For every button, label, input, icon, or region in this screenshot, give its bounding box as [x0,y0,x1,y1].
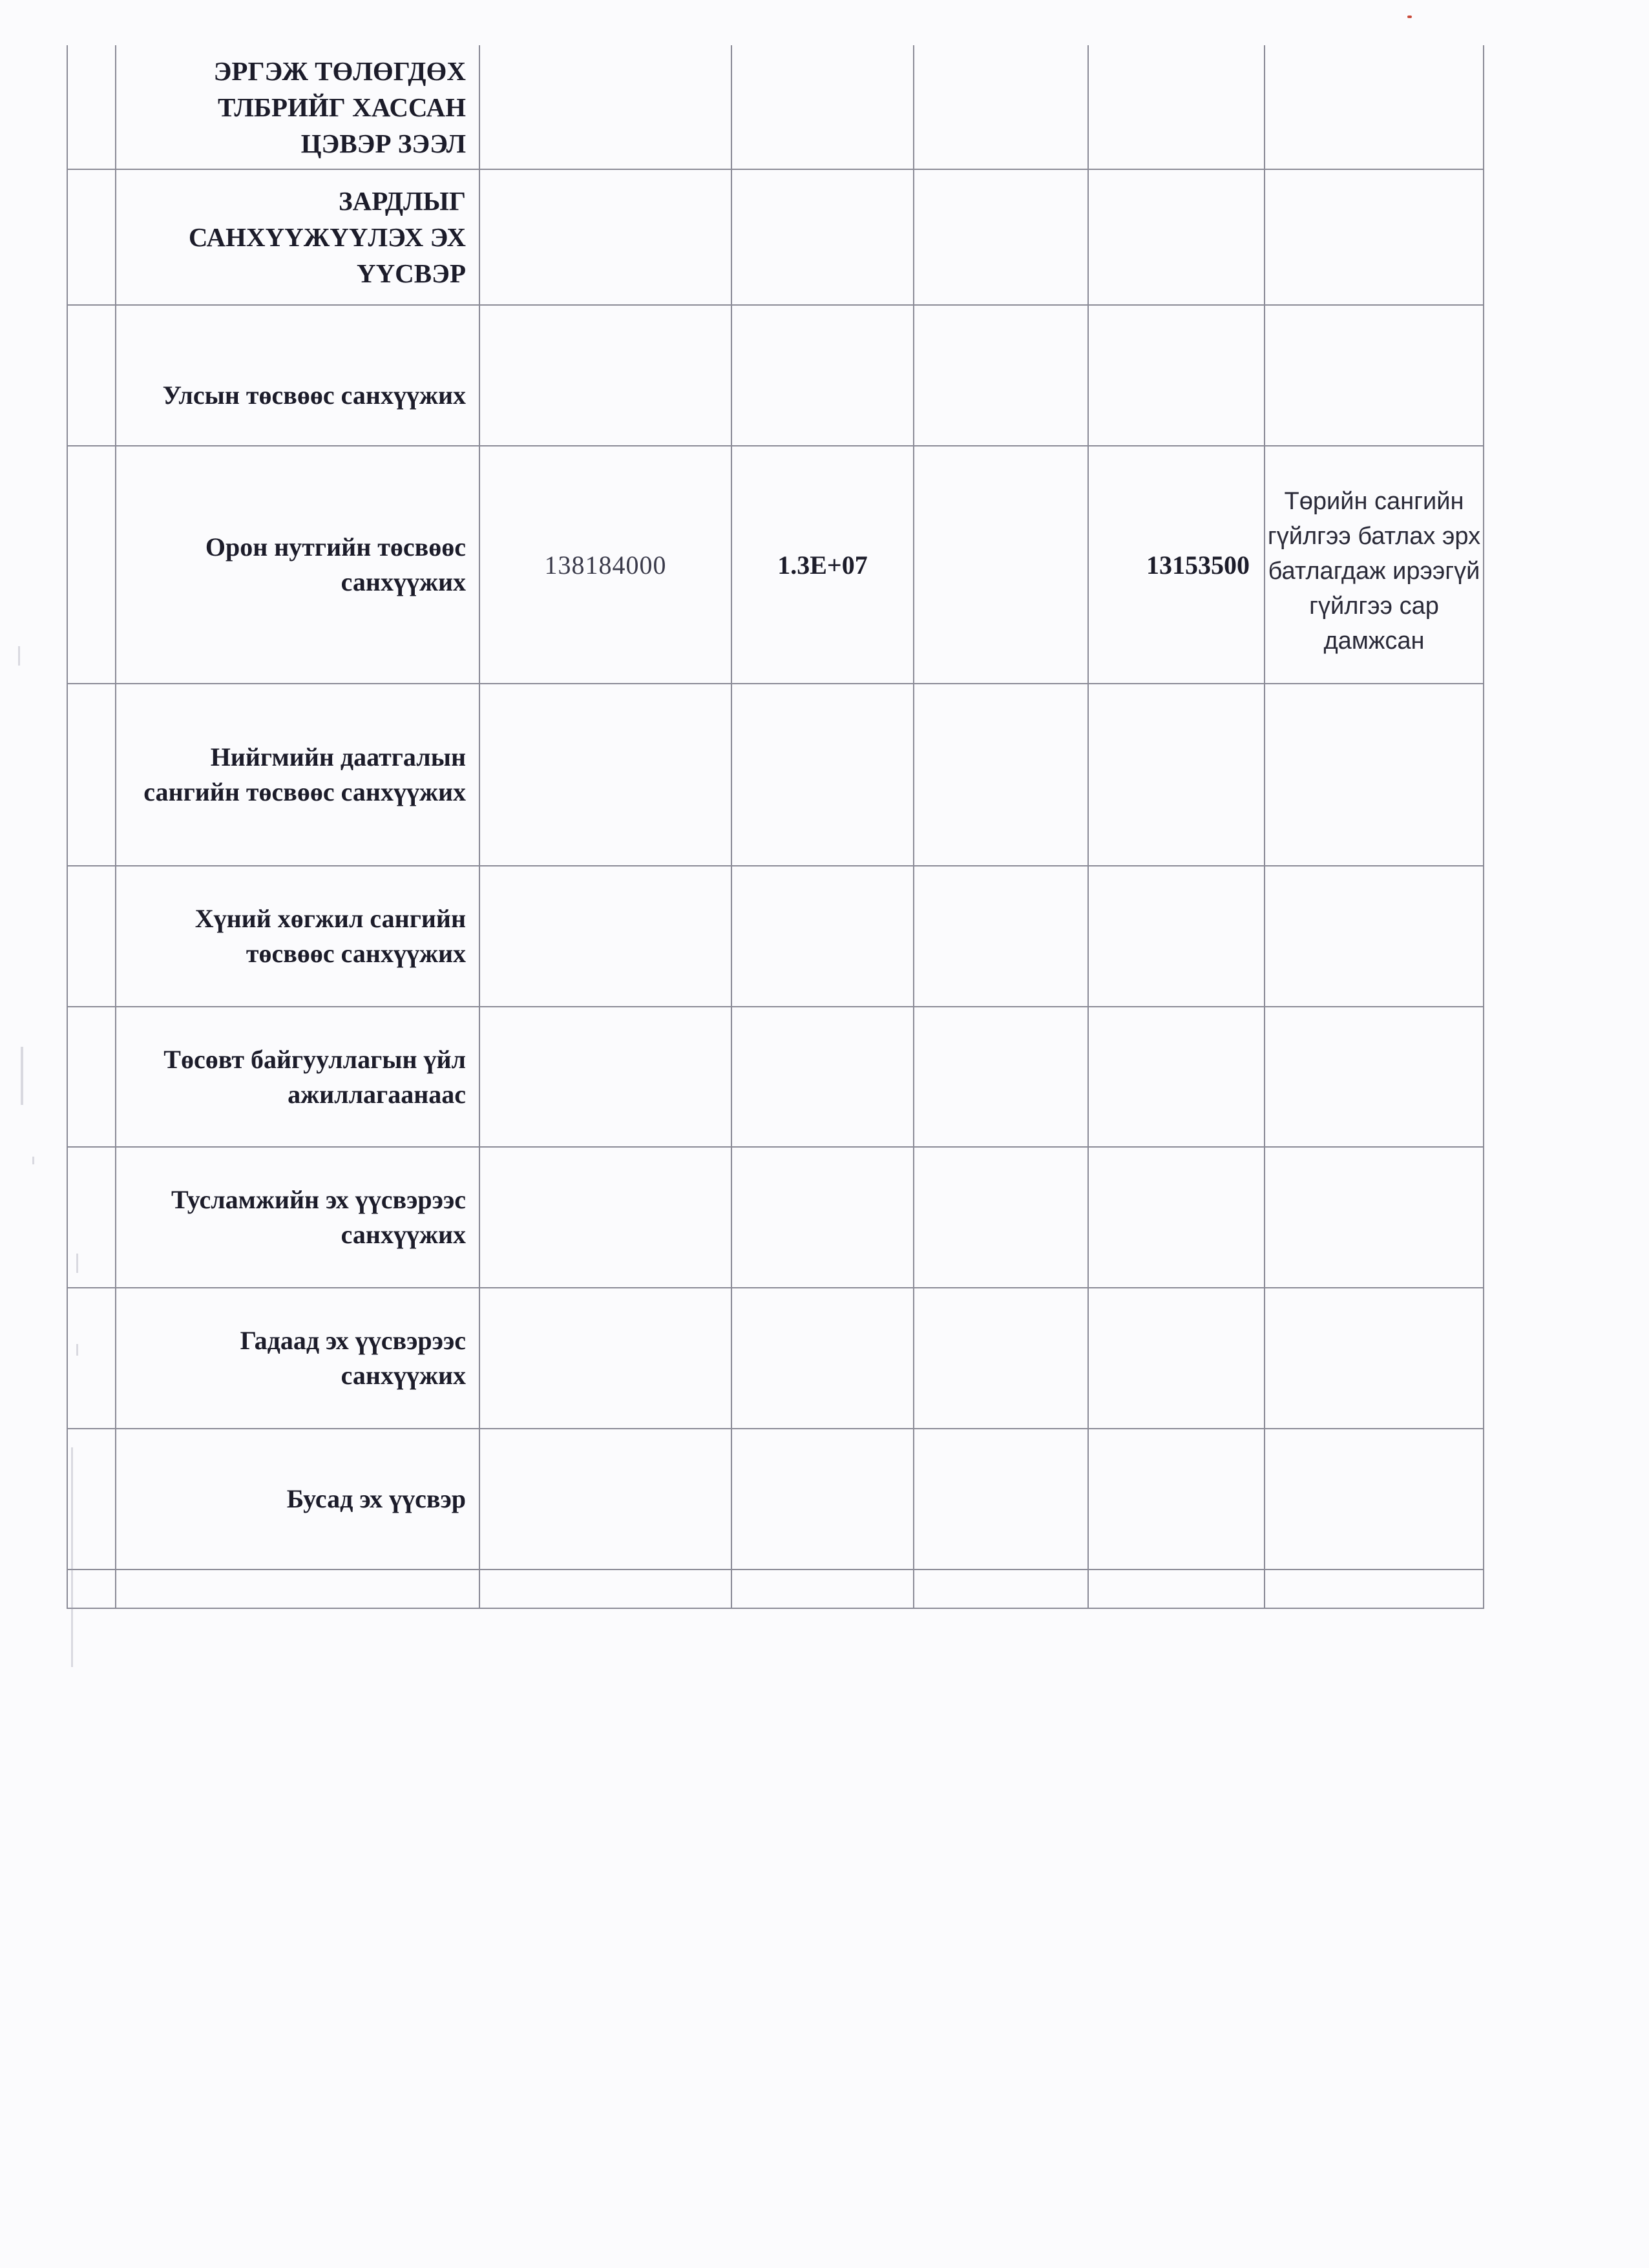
value-cell [731,1429,914,1570]
row-label: Хүний хөгжил сангийн төсвөөс санхүүжих [116,866,479,1007]
table-row [67,1007,1484,1147]
index-cell [67,866,116,1007]
value-cell [731,169,914,305]
value-cell [914,446,1088,684]
row-label: Гадаад эх үүсвэрээс санхүүжих [116,1288,479,1429]
value-cell [731,1288,914,1429]
table-row [67,1147,1484,1288]
note-cell [1265,1570,1484,1608]
value-cell [914,1147,1088,1288]
value-cell [731,1570,914,1608]
index-cell [67,305,116,446]
note-cell [1265,1007,1484,1147]
note-cell [1265,169,1484,305]
value-cell [914,1288,1088,1429]
note-cell [1265,866,1484,1007]
table-row [67,305,1484,446]
table-row [67,1429,1484,1570]
value-cell [1088,1429,1265,1570]
value-cell [731,305,914,446]
row-label: Төсөвт байгууллагын үйл ажиллагаанаас [116,1007,479,1147]
value-cell [914,1007,1088,1147]
value-cell [479,1570,731,1608]
value-cell [731,45,914,169]
index-cell [67,1007,116,1147]
index-cell [67,446,116,684]
value-cell [479,866,731,1007]
scan-artifact [18,646,20,666]
note-cell [1265,45,1484,169]
scan-speck [1407,16,1412,18]
table-row [67,866,1484,1007]
scan-artifact [76,1254,78,1273]
value-cell [914,169,1088,305]
value-cell [914,305,1088,446]
table-row [67,45,1484,169]
value-cell [731,1147,914,1288]
value-cell [731,684,914,866]
note-cell: Төрийн сангийн гүйлгээ батлах эрх батлагдаж ирээгүй гүйлгээ сар дамжсан [1265,446,1484,684]
value-cell [1088,169,1265,305]
value-cell [914,866,1088,1007]
value-cell [479,169,731,305]
value-cell [731,866,914,1007]
value-cell [1088,1570,1265,1608]
row-label: Нийгмийн даатгалын сангийн төсвөөс санхүүжих [116,684,479,866]
index-cell [67,1570,116,1608]
scan-artifact [32,1157,34,1164]
value-cell [479,1007,731,1147]
value-cell [479,684,731,866]
value-cell [1088,305,1265,446]
value-cell [479,1429,731,1570]
table-row [67,446,1484,684]
row-label: Тусламжийн эх үүсвэрээс санхүүжих [116,1147,479,1288]
table-row [67,684,1484,866]
scan-artifact [76,1344,78,1356]
index-cell [67,45,116,169]
value-cell [1088,866,1265,1007]
value-cell [1088,1007,1265,1147]
row-label [116,1570,479,1608]
value-cell-planned: 138184000 [479,446,731,684]
row-label: Орон нутгийн төсвөөс санхүүжих [116,446,479,684]
note-cell [1265,1429,1484,1570]
index-cell [67,1288,116,1429]
value-cell [1088,1147,1265,1288]
row-label: ЗАРДЛЫГ САНХҮҮЖҮҮЛЭХ ЭХ ҮҮСВЭР [116,169,479,305]
table-row [67,169,1484,305]
table-row [67,1570,1484,1608]
note-cell [1265,305,1484,446]
value-cell [479,45,731,169]
value-cell [1088,684,1265,866]
table-row [67,1288,1484,1429]
note-cell [1265,1147,1484,1288]
value-cell-approved: 1.3E+07 [731,446,914,684]
value-cell [1088,1288,1265,1429]
value-cell [914,684,1088,866]
value-cell [914,45,1088,169]
budget-table [67,45,1484,1609]
scan-artifact [71,1447,73,1667]
index-cell [67,1147,116,1288]
note-cell [1265,684,1484,866]
note-cell [1265,1288,1484,1429]
scan-artifact [21,1047,23,1105]
value-cell [914,1429,1088,1570]
value-cell [731,1007,914,1147]
index-cell [67,684,116,866]
value-cell [914,1570,1088,1608]
value-cell-actual: 13153500 [1088,446,1265,684]
index-cell [67,1429,116,1570]
row-label: Улсын төсвөөс санхүүжих [116,305,479,446]
value-cell [479,1147,731,1288]
index-cell [67,169,116,305]
value-cell [479,305,731,446]
value-cell [1088,45,1265,169]
row-label: Бусад эх үүсвэр [116,1429,479,1570]
row-label: ЭРГЭЖ ТӨЛӨГДӨХ ТЛБРИЙГ ХАССАН ЦЭВЭР ЗЭЭЛ [116,45,479,169]
value-cell [479,1288,731,1429]
